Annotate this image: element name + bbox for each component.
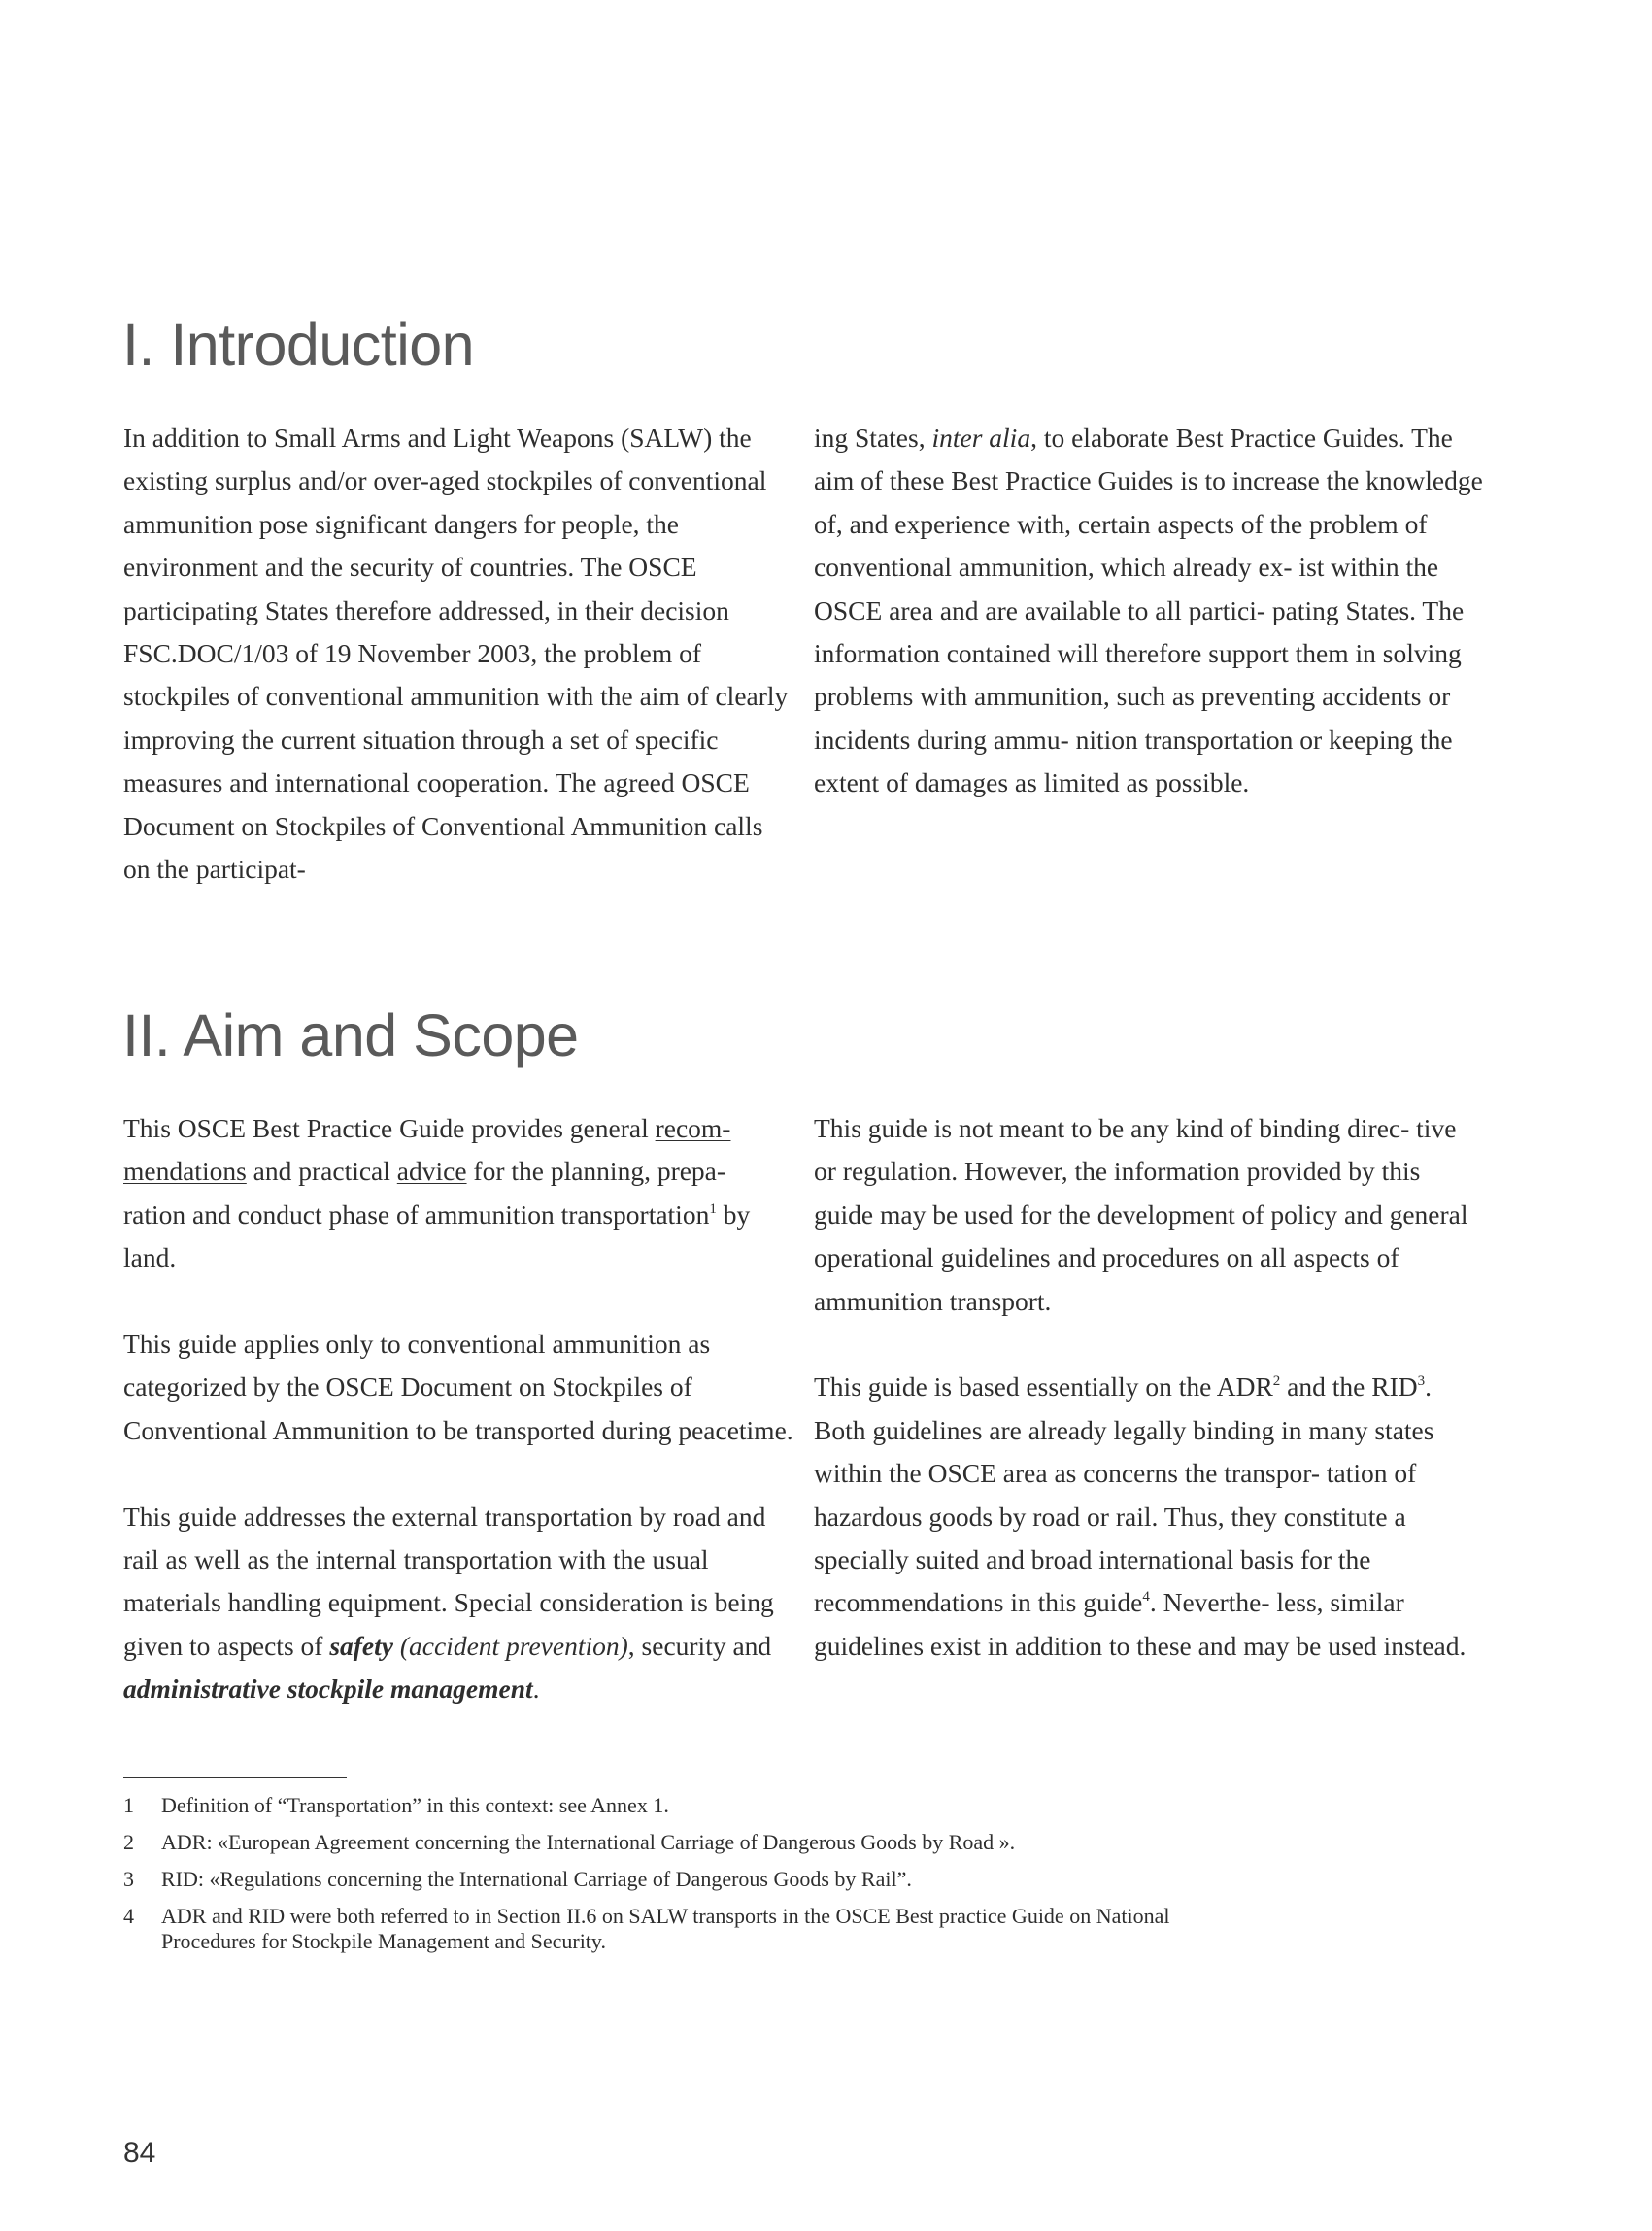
footnote-text: ADR: «European Agreement concerning the International Carriage of Dangerous Goods by Road ». <box>161 1830 1016 1854</box>
section-heading-aim-and-scope: II. Aim and Scope <box>122 1002 579 1068</box>
footnote-number: 1 <box>123 1793 134 1817</box>
introduction-paragraph-1: In addition to Small Arms and Light Weapons (SALW) the existing surplus and/or over-aged stockpiles of conventional ammunition pose significant dangers for people, the environment and the security of countries. The OSCE participating States therefore addressed, in their decision FSC.DOC/1/03 of 19 November 2003, the problem of stockpiles of conventional ammunition with the aim of clearly improving the current situation through a set of specific measures and international cooperation. The agreed OSCE Document on Stockpiles of Conventional Ammunition calls on the participat- <box>123 423 789 885</box>
footnote-ref-1: 1 <box>709 1200 717 1217</box>
page-number: 84 <box>123 2137 156 2169</box>
section-heading-introduction: I. Introduction <box>122 312 475 378</box>
aim-scope-paragraph-5: This guide is based essentially on the ADR$^2$ and the RID$^3$. Both guidelines are already legally binding in many states within the OSCE area as concerns the transpor- tation of hazardous goods by road or rail. Thus, they constitute a specially suited and broad international basis for the recommendations in this guide$^4$. Neverthe- less, similar guidelines exist in addition to these and may be used instead. <box>814 1371 1467 1661</box>
aim-scope-paragraph-1: This OSCE Best Practice Guide provides general recom- mendations and practical advice for the planning, prepa- ration and conduct phase of ammunition transportation$^1$ by land. <box>123 1113 751 1273</box>
footnote-number: 3 <box>123 1867 134 1891</box>
footnote-text: RID: «Regulations concerning the International Carriage of Dangerous Goods by Rail”. <box>161 1867 912 1891</box>
footnote-ref-4: 4 <box>1142 1589 1150 1606</box>
footnotes <box>123 1793 1289 1966</box>
footnote-ref-2: 2 <box>1272 1373 1281 1390</box>
footnote-ref-3: 3 <box>1417 1373 1426 1390</box>
introduction-left-column <box>123 417 793 891</box>
aim-scope-right-column <box>814 1107 1484 1668</box>
aim-scope-paragraph-4: This guide is not meant to be any kind of binding direc- tive or regulation. However, the information provided by this guide may be used for the development of policy and general operational guidelines and procedures on all aspects of ammunition transport. <box>814 1113 1468 1316</box>
footnote-2 <box>123 1830 1289 1855</box>
recommendations-term: recom- mendations <box>123 1113 731 1187</box>
aim-scope-paragraph-2: This guide applies only to conventional ammunition as categorized by the OSCE Document on Stockpiles of Conventional Ammunition to be transported during peacetime. <box>123 1329 793 1445</box>
footnote-number: 4 <box>123 1904 134 1928</box>
footnote-number: 2 <box>123 1830 134 1854</box>
footnote-3 <box>123 1867 1289 1892</box>
footnote-text: ADR and RID were both referred to in Section II.6 on SALW transports in the OSCE Best practice Guide on National Procedures for Stockpile Management and Security. <box>161 1904 1170 1953</box>
aim-scope-left-column <box>123 1107 793 1711</box>
footnote-text: Definition of “Transportation” in this context: see Annex 1. <box>161 1793 669 1817</box>
introduction-paragraph-2: ing States, inter alia, to elaborate Best Practice Guides. The aim of these Best Practice Guides is to increase the knowledge of, and experience with, certain aspects of the problem of conventional ammunition, which already ex- ist within the OSCE area and are available to all partici- pating States. The information contained will therefore support them in solving problems with ammunition, such as preventing accidents or incidents during ammu- nition transportation or keeping the extent of damages as limited as possible. <box>814 423 1483 798</box>
advice-term: advice <box>396 1156 467 1187</box>
introduction-right-column <box>814 417 1484 805</box>
footnote-4 <box>123 1904 1289 1954</box>
footnote-1 <box>123 1793 1289 1818</box>
aim-scope-paragraph-3: This guide addresses the external transportation by road and rail as well as the internal transportation with the usual materials handling equipment. Special consideration is being given to aspects of safety (accident prevention), security and administrative stockpile management. <box>123 1501 774 1705</box>
footnote-divider <box>123 1777 347 1778</box>
